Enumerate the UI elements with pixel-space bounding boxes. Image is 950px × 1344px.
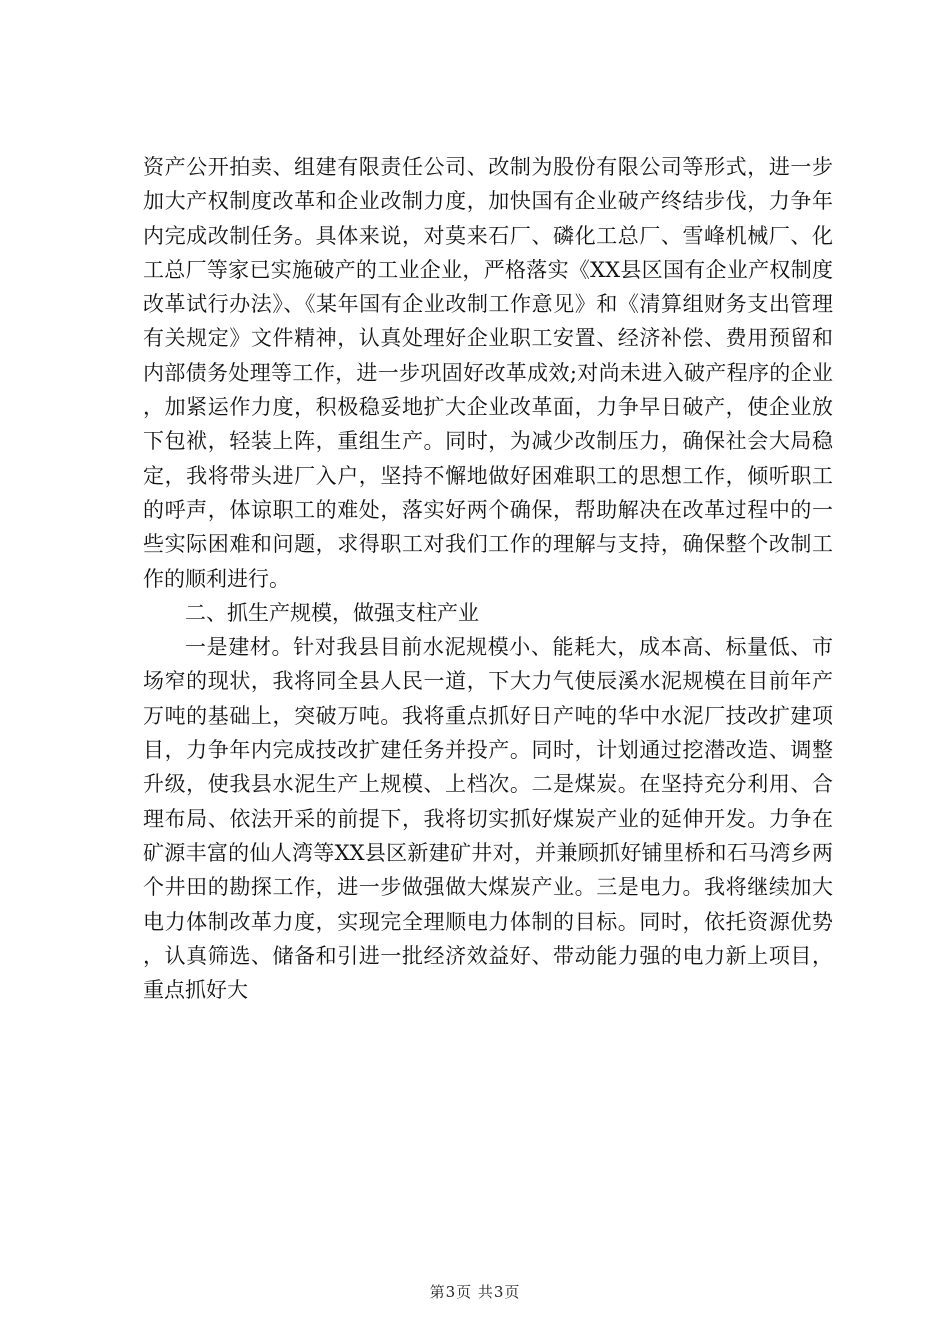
paragraph-reform-measures: 资产公开拍卖、组建有限责任公司、改制为股份有限公司等形式，进一步加大产权制度改革和企业改制力度，加快国有企业破产终结步伐，力争年内完成改制任务。具体来说，对莫来石厂、磷化工总厂、雪峰机械厂、化工总厂等家已实施破产的工业企业，严格落实《XX县区国有企业产权制度改革试行办法》、《某年国有企业改制工作意见》和《清算组财务支出管理有关规定》文件精神，认真处理好企业职工安置、经济补偿、费用预留和内部债务处理等工作，进一步巩固好改革成效;对尚未进入破产程序的企业，加紧运作力度，积极稳妥地扩大企业改革面，力争早日破产，使企业放下包袱，轻装上阵，重组生产。同时，为减少改制压力，确保社会大局稳定，我将带头进厂入户，坚持不懈地做好困难职工的思想工作，倾听职工的呼声，体谅职工的难处，落实好两个确保，帮助解决在改革过程中的一些实际困难和问题，求得职工对我们工作的理解与支持，确保整个改制工作的顺利进行。 bbox=[143, 155, 833, 591]
paragraph-industries: 一是建材。针对我县目前水泥规模小、能耗大，成本高、标量低、市场窄的现状，我将同全县人民一道，下大力气使辰溪水泥规模在目前年产万吨的基础上，突破万吨。我将重点抓好日产吨的华中水泥厂技改扩建项目，力争年内完成技改扩建任务并投产。同时，计划通过挖潜改造、调整升级，使我县水泥生产上规模、上档次。二是煤炭。在坚持充分利用、合理布局、依法开采的前提下，我将切实抓好煤炭产业的延伸开发。力争在矿源丰富的仙人湾等XX县区新建矿井对，并兼顾抓好铺里桥和石马湾乡两个井田的勘探工作，进一步做强做大煤炭产业。三是电力。我将继续加大电力体制改革力度，实现完全理顺电力体制的目标。同时，依托资源优势，认真筛选、储备和引进一批经济效益好、带动能力强的电力新上项目，重点抓好大 bbox=[143, 635, 833, 1003]
section-heading-production-scale: 二、抓生产规模，做强支柱产业 bbox=[185, 600, 479, 625]
document-body bbox=[143, 150, 833, 1007]
page-number-footer: 第3页 共3页 bbox=[429, 1283, 521, 1301]
